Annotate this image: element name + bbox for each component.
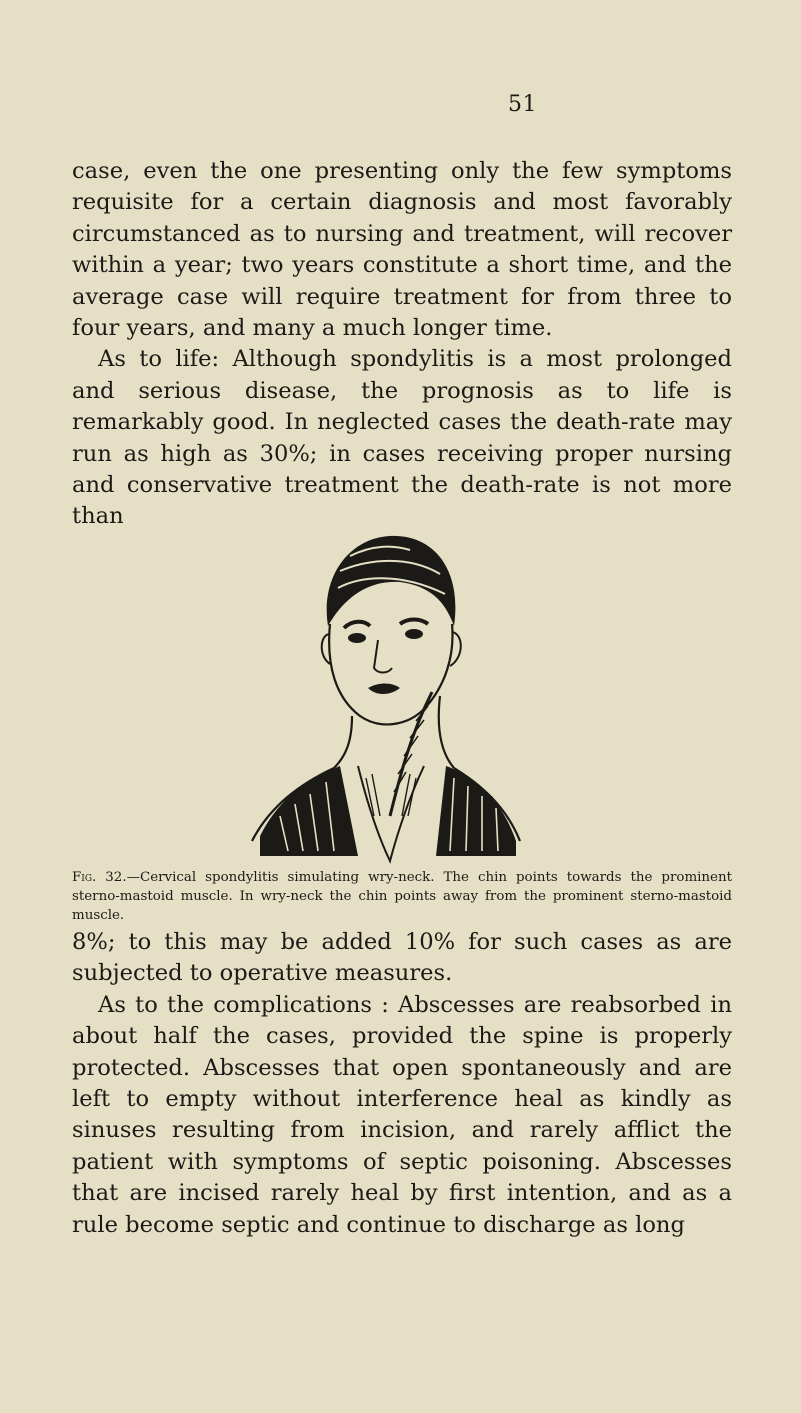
figure-label: Fig. 32. bbox=[72, 870, 127, 885]
figure-caption-text: —Cervical spondylitis simulating wry-neck. The chin points towards the prominent sterno-mastoid muscle. In wry-neck the chin points away from the prominent sterno-mastoid muscle. bbox=[72, 870, 732, 923]
figure-caption bbox=[72, 868, 732, 925]
left-eyebrow bbox=[344, 622, 370, 628]
face-outline bbox=[329, 624, 452, 724]
body-text-top bbox=[72, 156, 732, 533]
paragraph: As to the complications : Abscesses are reabsorbed in about half the cases, provided the spine is properly protected. Abscesses that open spontaneously and are left to empty without interference heal as kindly as sinuses resulting from incision, and rarely afflict the patient with symptoms of septic poisoning. Abscesses that are incised rarely heal by first intention, and as a rule become septic and continue to discharge as long bbox=[72, 991, 732, 1238]
paragraph: 8%; to this may be added 10% for such cases as are subjected to operative measures. bbox=[72, 929, 732, 987]
nose bbox=[374, 640, 392, 673]
paragraph: case, even the one presenting only the few symptoms requisite for a certain diagnosis and most favorably circumstanced as to nursing and treatment, will recover within a year; two years constitute a short time, and the average case will require treatment for from three to four years, and many a much longer time. bbox=[72, 158, 732, 342]
mouth bbox=[368, 684, 400, 695]
figure-illustration bbox=[240, 516, 530, 866]
paragraph: As to life: Although spondylitis is a most prolonged and serious disease, the prognosis as to life is remarkably good. In neglected cases the death-rate may run as high as 30%; in cases receiving proper nursing and conservative treatment the death-rate is not more than bbox=[72, 346, 732, 530]
right-eye bbox=[405, 629, 423, 639]
left-eye bbox=[348, 633, 366, 643]
right-eyebrow bbox=[400, 620, 428, 625]
body-text-bottom bbox=[72, 927, 732, 1241]
neck-right bbox=[439, 696, 454, 768]
dress-left bbox=[260, 766, 358, 856]
hair bbox=[327, 536, 456, 626]
page-number: 51 bbox=[508, 92, 537, 117]
neck-left bbox=[334, 716, 352, 768]
